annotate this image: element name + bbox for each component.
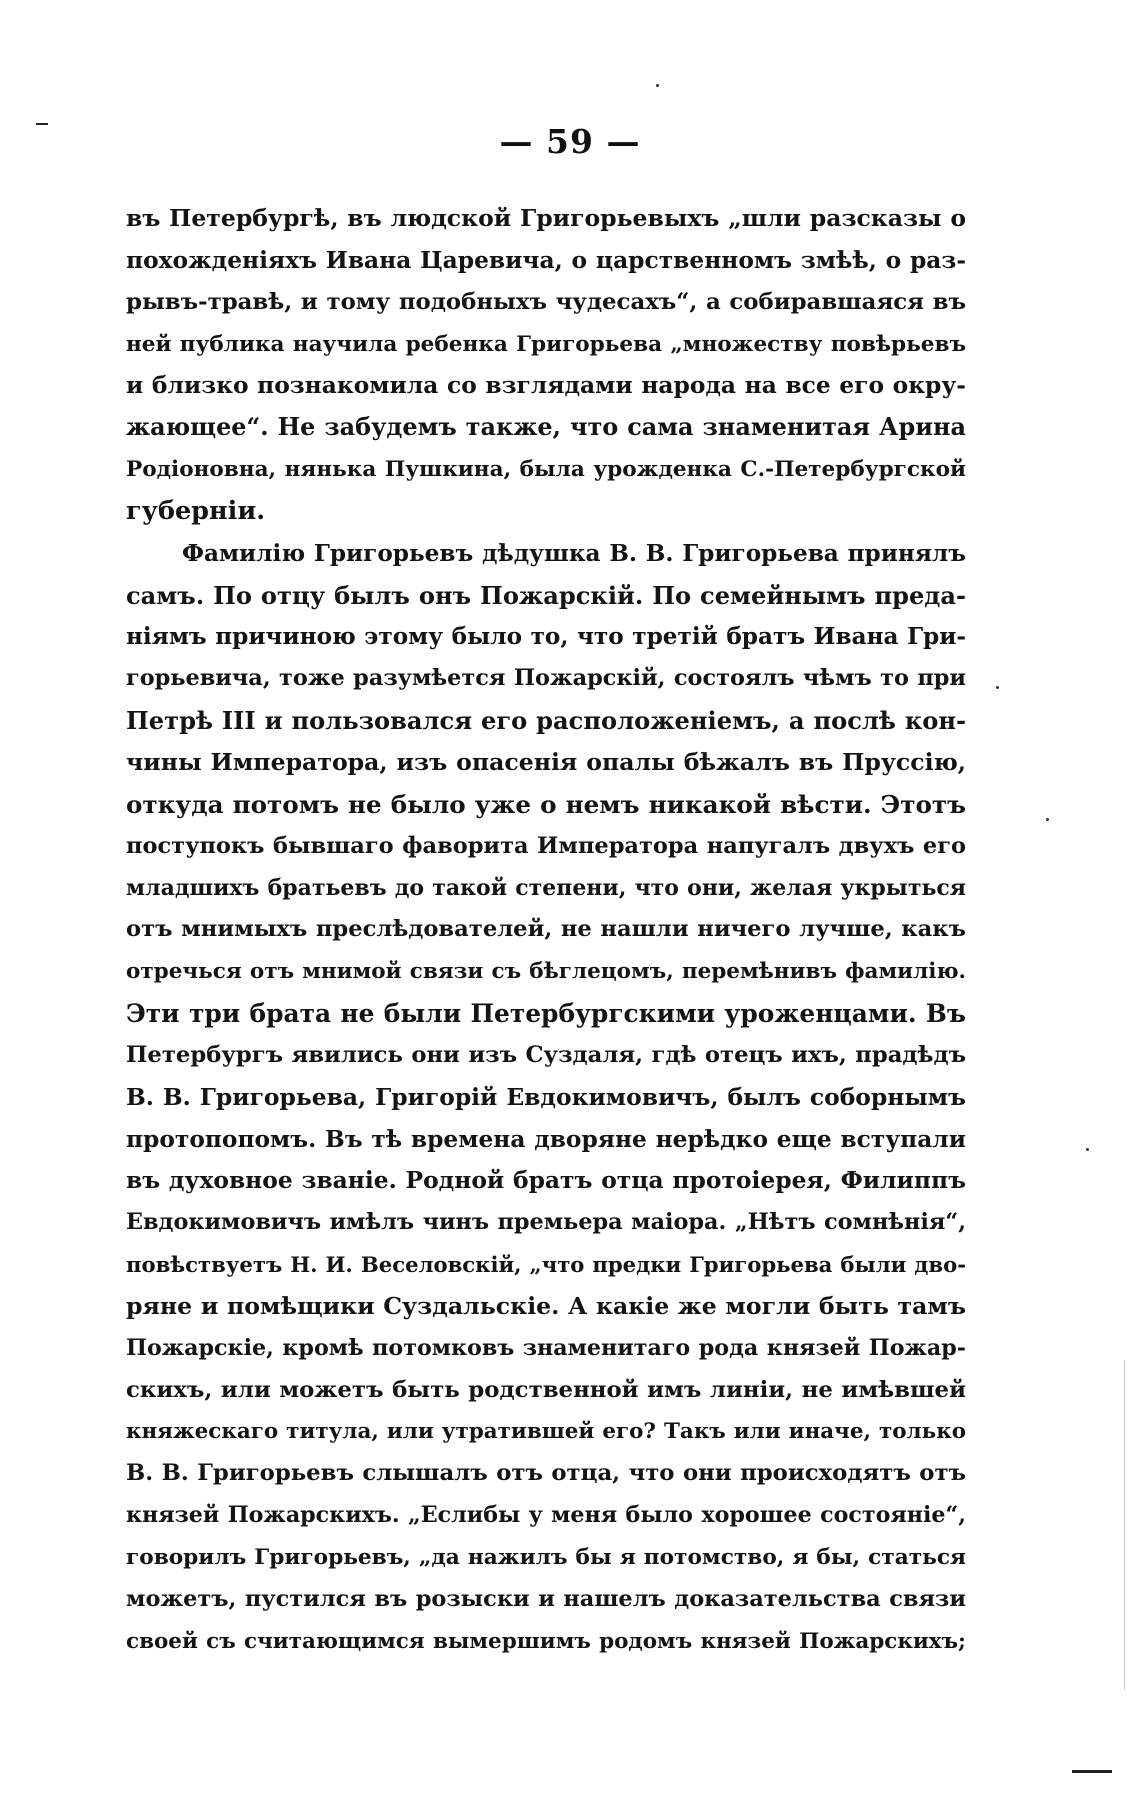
text-line: В. В. Григорьева, Григорій Евдокимовичъ, былъ соборнымъ — [126, 1082, 966, 1111]
text-line: Евдокимовичъ имѣлъ чинъ премьера маіора. „Нѣтъ сомнѣнія“, — [126, 1209, 966, 1236]
text-line: Петрѣ III и пользовался его расположеніемъ, а послѣ кон- — [126, 706, 966, 736]
text-line: В. В. Григорьевъ слышалъ отъ отца, что они происходятъ отъ — [126, 1460, 966, 1487]
text-line: протопопомъ. Въ тѣ времена дворяне нерѣдко еще вступали — [126, 1125, 966, 1153]
text-line: своей съ считающимся вымершимъ родомъ князей Пожарскихъ; — [126, 1628, 966, 1654]
text-line: можетъ, пустился въ розыски и нашелъ доказательства связи — [126, 1585, 966, 1612]
print-speck — [656, 84, 659, 87]
text-line: скихъ, или можетъ быть родственной имъ линіи, не имѣвшей — [126, 1376, 966, 1403]
text-line: Петербургъ явились они изъ Суздаля, гдѣ отецъ ихъ, прадѣдъ — [126, 1041, 966, 1068]
text-line: въ духовное званіе. Родной братъ отца протоіерея, Филиппъ — [126, 1166, 966, 1195]
text-line: губерніи. — [126, 495, 266, 526]
text-line: князей Пожарскихъ. „Еслибы у меня было хорошее состояніе“, — [126, 1502, 966, 1529]
text-line: княжескаго титула, или утратившей его? Такъ или иначе, только — [126, 1419, 966, 1445]
text-line: жающее“. Не забудемъ также, что сама знаменитая Арина — [126, 413, 966, 442]
text-line: рывъ-травѣ, и тому подобныхъ чудесахъ“, а собиравшаяся въ — [126, 288, 966, 315]
body-text — [126, 198, 966, 1663]
text-line: повѣствуетъ Н. И. Веселовскій, „что предки Григорьева были дво- — [126, 1252, 966, 1278]
text-line: Эти три брата не были Петербургскими уроженцами. Въ — [126, 999, 966, 1029]
text-line: въ Петербургѣ, въ людской Григорьевыхъ „шли разсказы о — [126, 204, 966, 232]
text-line: откуда потомъ не было уже о немъ никакой вѣсти. Этотъ — [126, 789, 966, 819]
text-line: ряне и помѣщики Суздальскіе. А какіе же могли быть тамъ — [126, 1291, 966, 1320]
text-line: и близко познакомила со взглядами народа на все его окру- — [126, 371, 966, 400]
text-line: ней публика научила ребенка Григорьева „множеству повѣрьевъ — [126, 331, 966, 357]
text-line: самъ. По отцу былъ онъ Пожарскій. По семейнымъ преда- — [126, 580, 966, 610]
page-edge-shadow — [1124, 1360, 1125, 1690]
text-line: чины Императора, изъ опасенія опалы бѣжалъ въ Пруссію, — [126, 747, 966, 776]
print-speck — [996, 686, 999, 689]
print-speck — [1086, 1148, 1089, 1151]
text-line: поступокъ бывшаго фаворита Императора напугалъ двухъ его — [126, 832, 966, 859]
text-line: отречься отъ мнимой связи съ бѣглецомъ, перемѣнивъ фамилію. — [126, 959, 966, 985]
print-speck — [1046, 818, 1049, 821]
text-line: младшихъ братьевъ до такой степени, что они, желая укрыться — [126, 874, 966, 901]
page-edge-mark — [1072, 1770, 1112, 1773]
text-line: Пожарскіе, кромѣ потомковъ знаменитаго рода князей Пожар- — [126, 1334, 966, 1361]
text-line: горьевича, тоже разумѣется Пожарскій, состоялъ чѣмъ то при — [126, 665, 966, 692]
text-line: говорилъ Григорьевъ, „да нажилъ бы я потомство, я бы, статься — [126, 1545, 966, 1570]
text-line: похожденіяхъ Ивана Царевича, о царственномъ змѣѣ, о раз- — [126, 245, 966, 274]
text-line: Родіоновна, нянька Пушкина, была урожденка С.-Петербургской — [126, 457, 966, 483]
text-line: Фамилію Григорьевъ дѣдушка В. В. Григорьева принялъ — [182, 539, 966, 567]
text-line: отъ мнимыхъ преслѣдователей, не нашли ничего лучше, какъ — [126, 916, 966, 943]
page-number: — 59 — — [499, 122, 641, 161]
text-line: ніямъ причиною этому было то, что третій братъ Ивана Гри- — [126, 623, 966, 651]
